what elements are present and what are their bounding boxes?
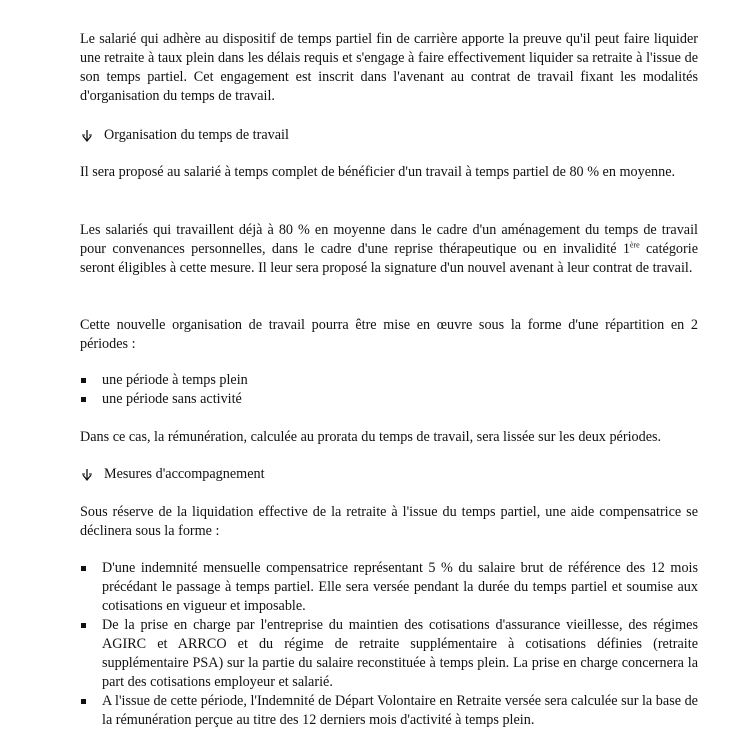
bullet-square-icon [81,378,86,383]
section-heading-organisation [80,126,289,145]
periods-list [80,371,698,409]
section-heading-mesures [80,465,265,484]
bullet-square-icon [81,699,86,704]
compensation-list [80,559,698,730]
bullet-square-icon [81,566,86,571]
bullet-square-icon [81,623,86,628]
paragraph-eligibility-text-b: catégorie seront éligibles à cette mesure. Il leur sera proposé la signature d'un nouvel avenant à leur contrat de travail. [80,241,698,276]
paragraph-compensation-intro: Sous réserve de la liquidation effective de la retraite à l'issue du temps partiel, une aide compensatrice se déclinera sous la forme : [80,504,698,539]
down-arrow-icon [80,129,94,143]
list-item: De la prise en charge par l'entreprise du maintien des cotisations d'assurance vieillesse, des régimes AGIRC et ARRCO et du régime de retraite supplémentaire à cotisations définies (retraite supplémentaire PSA) sur la partie du salaire reconstituée à temps plein. La prise en charge concernera la part des cotisations employeur et salarié. [80,616,698,692]
section-heading-label: Organisation du temps de travail [104,127,289,143]
down-arrow-icon [80,468,94,482]
paragraph-commitment: Le salarié qui adhère au dispositif de temps partiel fin de carrière apporte la preuve qu'il peut faire liquider une retraite à taux plein dans les délais requis et s'engage à faire effectivement liquider sa retraite à l'issue de son temps partiel. Cet engagement est inscrit dans l'avenant au contrat de travail fixant les modalités d'organisation du temps de travail. [80,31,698,104]
list-item: une période sans activité [80,390,698,409]
list-item: D'une indemnité mensuelle compensatrice représentant 5 % du salaire brut de référence des 12 mois précédant le passage à temps partiel. Elle sera versée pendant la durée du temps partiel et soumise aux cotisations en vigueur et imposable. [80,559,698,616]
section-heading-label: Mesures d'accompagnement [104,466,265,482]
bullet-square-icon [81,397,86,402]
paragraph-eligibility [80,221,698,278]
list-item: une période à temps plein [80,371,698,390]
superscript-ere: ère [629,240,640,250]
paragraph-remuneration: Dans ce cas, la rémunération, calculée au prorata du temps de travail, sera lissée sur les deux périodes. [80,429,662,445]
list-item: A l'issue de cette période, l'Indemnité de Départ Volontaire en Retraite versée sera calculée sur la base de la rémunération perçue au titre des 12 derniers mois d'activité à temps plein. [80,692,698,730]
paragraph-part-time-offer: Il sera proposé au salarié à temps complet de bénéficier d'un travail à temps partiel de 80 % en moyenne. [80,164,676,180]
paragraph-eligibility-text-a: Les salariés qui travaillent déjà à 80 % en moyenne dans le cadre d'un aménagement du temps de travail pour convenances personnelles, dans le cadre d'une reprise thérapeutique ou en invalidité 1 [80,222,698,257]
paragraph-organisation-periods: Cette nouvelle organisation de travail pourra être mise en œuvre sous la forme d'une répartition en 2 périodes : [80,317,698,352]
